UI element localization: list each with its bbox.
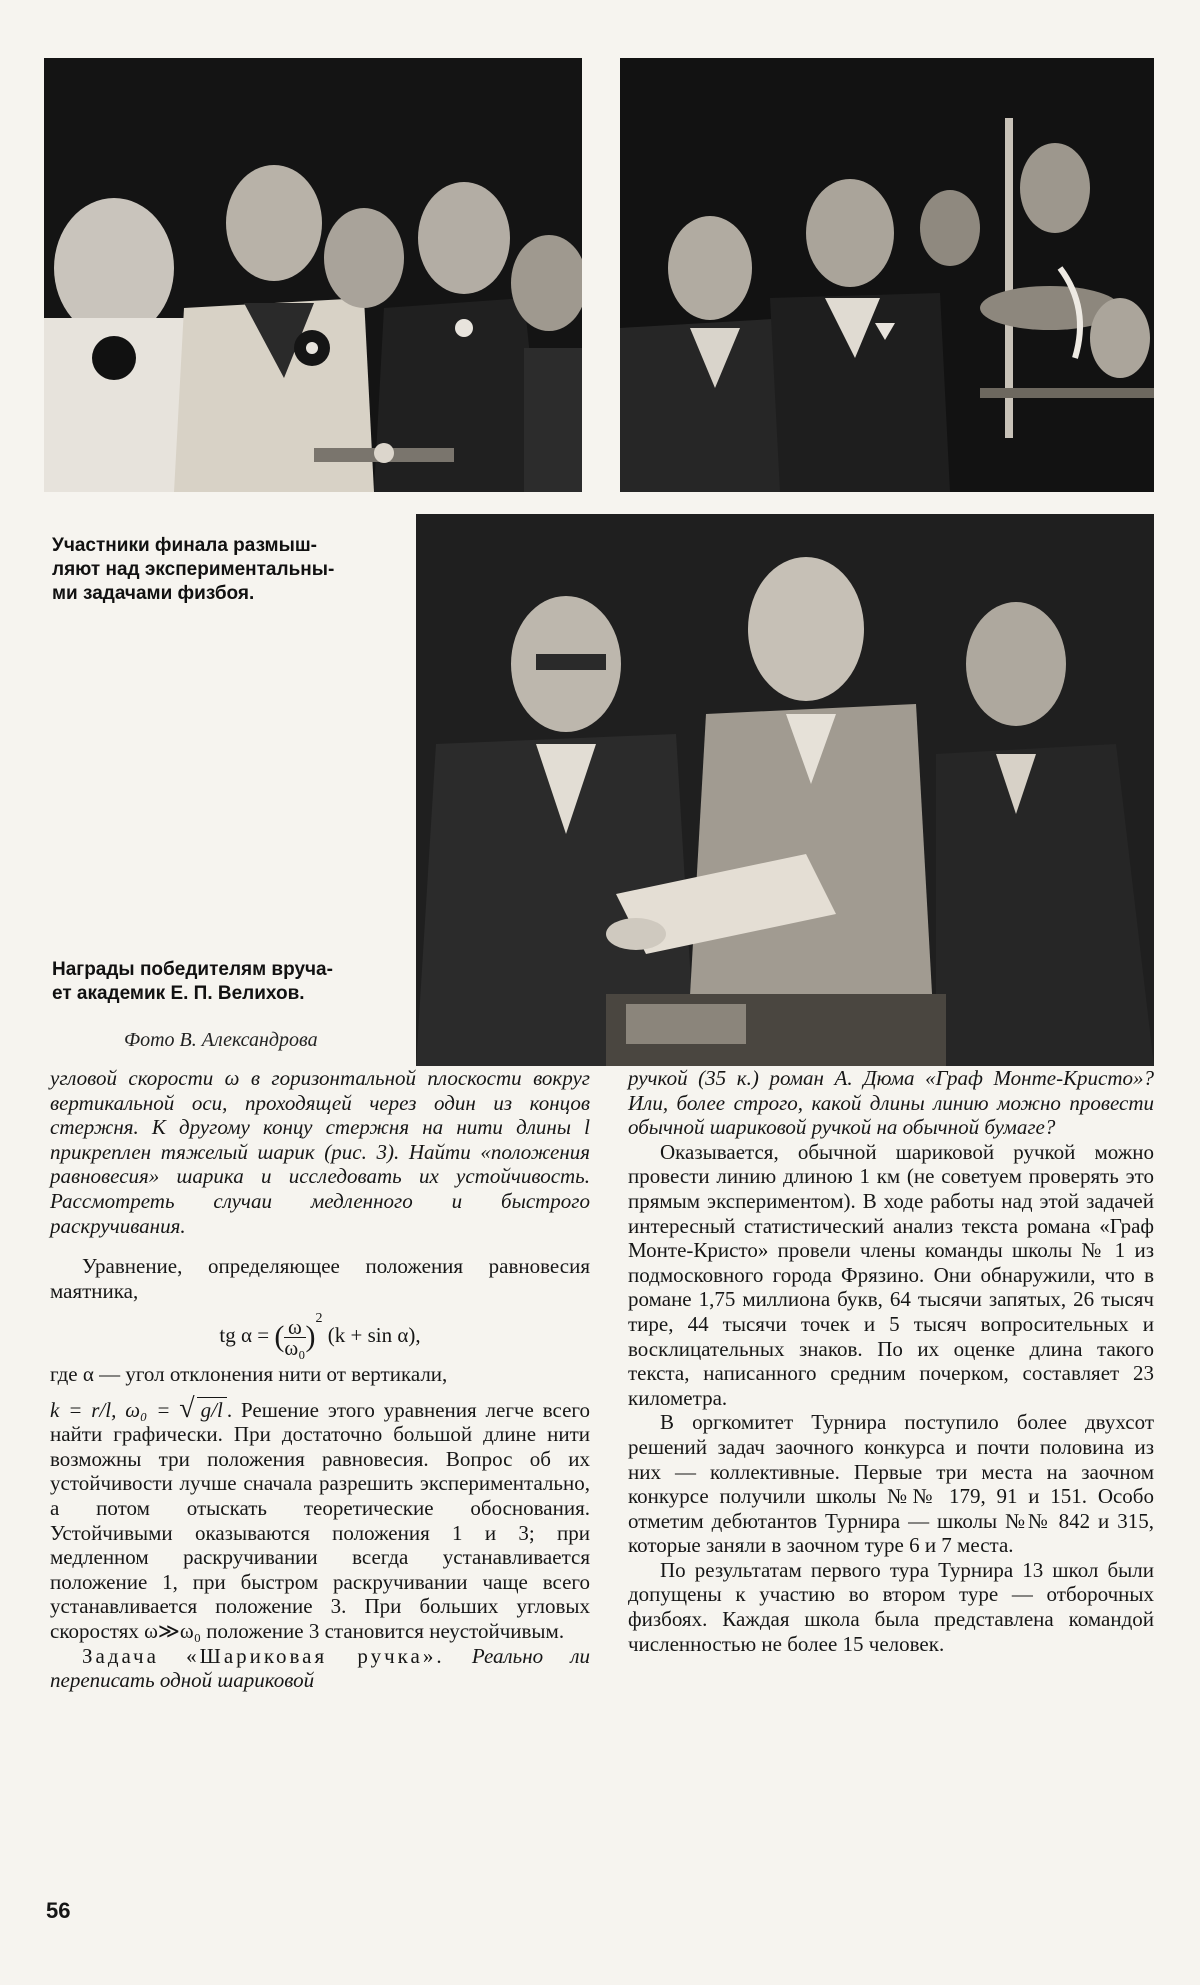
photo-students-apparatus — [620, 58, 1154, 492]
right-column — [628, 1066, 1154, 1656]
formula-numerator: ω — [284, 1317, 305, 1338]
task2-prefix: Задача — [82, 1643, 159, 1668]
equation-intro: Уравнение, определяющее положения равновесия маятника, — [50, 1254, 590, 1303]
paragraph-correspondence-contest: В оргкомитет Турнира поступило более двухсот решений задач заочного конкурса и почти половина из них — коллективные. Первые три места на заочном конкурсе получили школы №№ 179, 91 и 151. Особо отметим дебютантов Турнира — школы №№ 842 и 315, которые заняли в заочном туре 6 и 7 места. — [628, 1410, 1154, 1558]
sqrt-expression: g/l — [197, 1397, 227, 1423]
photo-finalists-image — [44, 58, 582, 492]
caption-participants — [52, 534, 392, 606]
formula-exponent: 2 — [315, 1311, 323, 1327]
formula-fraction — [284, 1315, 306, 1361]
task2-title: «Шариковая ручка». — [186, 1643, 445, 1668]
photo-finalists-experiment — [44, 58, 582, 492]
caption-participants-line-3: ми задачами физбоя. — [52, 583, 255, 604]
formula-lhs: tg α = — [219, 1323, 270, 1348]
where-text: где α — угол отклонения нити от вертикали, — [50, 1362, 448, 1387]
equilibrium-formula: tg α = ( $\frac{\omega}{\text{ω₀}}$ )$^2$ (k + sin α), — [219, 1311, 421, 1361]
task2-italic-start: Реально ли переписать одной шариковой — [50, 1643, 591, 1693]
caption-participants-line-2: ляют над экспериментальны- — [52, 559, 335, 580]
task-continuation: угловой скорости ω в горизонтальной плоскости вокруг вертикальной оси, проходящей через один из концов стержня. К другому концу стержня на нити длины l прикреплен тяжелый шарик (рис. 3). Найти «положения равновесия» шарика и исследовать их устойчивость. Рассмотреть случаи медленного и быстрого раскручивания. — [50, 1066, 590, 1238]
paragraph-second-round: По результатам первого тура Турнира 13 школ были допущены к участию во втором туре — отборочных физбоях. Каждая школа была представлена командой численностью не более 15 человек. — [628, 1557, 1154, 1656]
left-column — [50, 1066, 590, 1693]
page-number: 56 — [46, 1898, 71, 1923]
solution-text: . Решение этого уравнения легче всего найти графически. При достаточно большой длине нити возможны три положения равновесия. Вопрос об их устойчивости лучше сначала разрешить экспериментально, а потом отыскать теоретические обоснования. Устойчивыми оказываются положения 1 и 3; при медленном раскручивании всегда устанавливается положение 1, при быстром раскручивании чаще всего устанавливается положение 3. При больших угловых скоростях ω≫ω₀ положение 3 становится неустойчивым. — [50, 1397, 591, 1643]
task2-heading — [50, 1644, 590, 1693]
photo-award-ceremony — [416, 514, 1154, 1066]
photo-credit: Фото В. Александрова — [124, 1029, 318, 1051]
caption-awards-line-1: Награды победителям вруча- — [52, 959, 333, 980]
caption-participants-line-1: Участники финала размыш- — [52, 535, 317, 556]
task2-italic-continuation: ручкой (35 к.) роман А. Дюма «Граф Монте-Кристо»? Или, более строго, какой длины линию можно провести обычной шариковой ручкой на обычной бумаге? — [628, 1066, 1154, 1140]
caption-awards-line-2: ет академик Е. П. Велихов. — [52, 983, 305, 1004]
photo-apparatus-image — [620, 58, 1154, 492]
solution-paragraph: k = r/l, ω₀ = √ g/l . Решение этого уравнения легче всего найти графически. При достаточно большой длине нити возможны три положения равновесия. Вопрос об их устойчивости лучше сначала разрешить экспериментально, а потом отыскать теоретические обоснования. Устойчивыми оказываются положения 1 и 3; при медленном раскручивании всегда устанавливается положение 1, при быстром раскручивании чаще всего устанавливается положение 3. При больших угловых скоростях ω≫ω₀ положение 3 становится неустойчивым. — [50, 1392, 591, 1643]
formula-denominator: ω₀ — [284, 1336, 306, 1361]
photo-award-image — [416, 514, 1154, 1066]
paragraph-ballpoint-result: Оказывается, обычной шариковой ручкой можно провести линию длиною 1 км (не советуем проверять это прямым экспериментом). В ходе работы над этой задачей интересный статистический анализ текста романа «Граф Монте-Кристо» провели члены команды школы № 1 из подмосковного города Фрязино. Они обнаружили, что в романе 1,75 миллиона букв, 64 тысячи запятых, 26 тысяч тире, 44 тысячи точек и 5 тысяч вопросительных и восклицательных знаков. По их оценке длина такого текста, написанного средним почерком, составляет 23 километра. — [628, 1139, 1154, 1410]
k-definition: k = r/l, ω₀ = — [50, 1397, 171, 1422]
caption-awards — [52, 958, 402, 1006]
formula-rhs: (k + sin α), — [327, 1323, 421, 1348]
